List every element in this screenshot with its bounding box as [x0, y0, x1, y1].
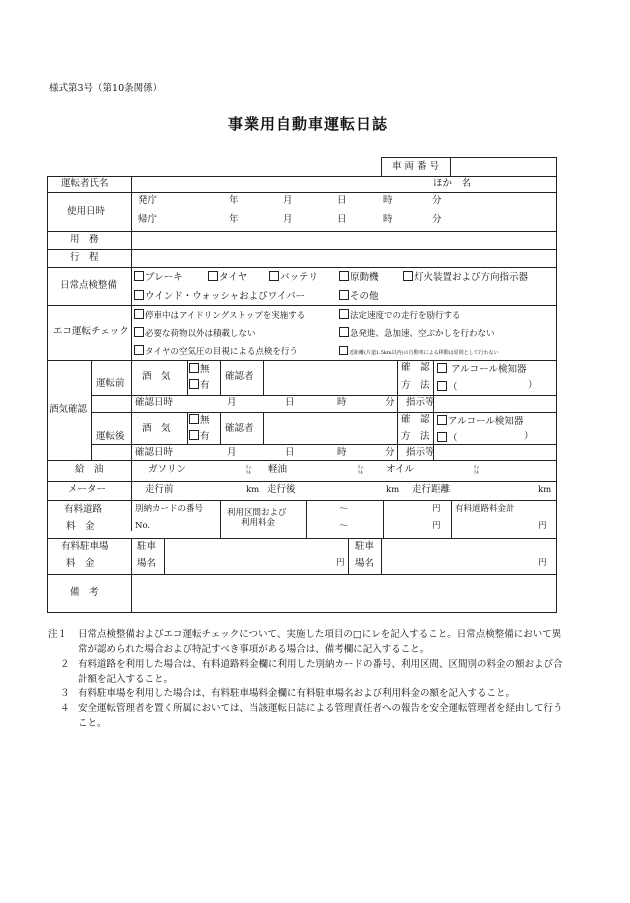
checkbox-icon	[339, 271, 349, 281]
toll-total-yen: 円	[538, 521, 547, 531]
departure-year[interactable]: 年	[229, 195, 239, 206]
after-alcohol-yes[interactable]: 有	[189, 430, 210, 442]
checkbox-icon	[208, 271, 218, 281]
after-confirm-month[interactable]: 月	[227, 447, 237, 458]
checkbox-icon	[339, 346, 348, 355]
toll-label-1: 有料道路	[64, 504, 103, 515]
others-count-label: ほか 名	[433, 178, 472, 189]
after-confirm-hour[interactable]: 時	[337, 447, 347, 458]
toll-card-no[interactable]: No.	[135, 521, 151, 531]
checkbox-icon	[189, 430, 199, 440]
parking-yen-2: 円	[538, 558, 547, 568]
inspection-wiper[interactable]: ウインド・ウォッシャおよびワイパー	[134, 290, 305, 302]
inspection-label: 日常点検整備	[60, 280, 118, 291]
parking-lot-label-2b: 場名	[355, 558, 375, 569]
before-alcohol-yes[interactable]: 有	[189, 379, 210, 391]
parking-lot-label-1a: 駐車	[137, 541, 157, 552]
before-driving-label: 運転前	[96, 378, 125, 389]
inspection-tire[interactable]: タイヤ	[208, 271, 247, 283]
fuel-oil-label: オイル	[386, 464, 415, 475]
after-confirm-day[interactable]: 日	[285, 447, 295, 458]
eco-idling-stop[interactable]: 停車中はアイドリングストップを実施する	[134, 309, 305, 321]
before-confirm-day[interactable]: 日	[285, 397, 295, 408]
fuel-diesel-label: 軽油	[268, 464, 288, 475]
driver-name-label: 運転者氏名	[61, 178, 109, 189]
toll-tilde-2: 〜	[339, 521, 349, 532]
before-paren-close: ）	[528, 380, 538, 391]
after-other-method-check[interactable]: （	[437, 432, 458, 444]
before-confirm-label: 確 認	[401, 362, 430, 373]
departure-label: 発庁	[138, 195, 158, 206]
itinerary-field[interactable]	[138, 251, 548, 265]
usage-datetime-label: 使用日時	[67, 206, 106, 217]
departure-minute[interactable]: 分	[432, 195, 442, 206]
after-alcohol-none[interactable]: 無	[189, 414, 210, 426]
before-confirm-datetime-label: 確認日時	[135, 397, 174, 408]
checkbox-icon	[339, 327, 349, 337]
before-instruction-label: 指示等	[406, 397, 435, 408]
inspection-brake[interactable]: ブレーキ	[134, 271, 183, 283]
after-driving-label: 運転後	[96, 431, 125, 442]
meter-before-unit: km	[246, 485, 260, 495]
before-confirm-minute[interactable]: 分	[385, 397, 395, 408]
before-confirmer-label: 確認者	[225, 371, 254, 382]
checkbox-icon	[437, 415, 447, 425]
toll-yen-2: 円	[432, 521, 441, 531]
meter-after-label: 走行後	[267, 484, 296, 495]
checkbox-icon	[339, 309, 349, 319]
business-field[interactable]	[138, 233, 548, 247]
checkbox-icon	[134, 290, 144, 300]
fuel-diesel-unit: ﾘｯﾄﾙ	[358, 465, 364, 476]
departure-month[interactable]: 月	[283, 195, 293, 206]
meter-label: メーター	[68, 484, 107, 495]
return-hour[interactable]: 時	[383, 214, 393, 225]
toll-label-2: 料 金	[66, 521, 95, 532]
after-method-label: 方 法	[401, 431, 430, 442]
after-confirmer-label: 確認者	[225, 423, 254, 434]
checkbox-icon	[189, 414, 199, 424]
toll-total-label: 有料道路料金計	[455, 504, 515, 514]
checkbox-icon	[134, 271, 144, 281]
return-minute[interactable]: 分	[432, 214, 442, 225]
meter-after-unit: km	[386, 485, 400, 495]
after-confirm-label: 確 認	[401, 414, 430, 425]
toll-tilde-1: 〜	[339, 504, 349, 515]
fuel-gasoline-label: ガソリン	[148, 464, 187, 475]
departure-day[interactable]: 日	[337, 195, 347, 206]
return-day[interactable]: 日	[337, 214, 347, 225]
checkbox-icon	[339, 290, 349, 300]
before-alcohol-none[interactable]: 無	[189, 363, 210, 375]
after-paren-close: ）	[524, 431, 534, 442]
page-title: 事業用自動車運転日誌	[228, 115, 389, 133]
before-confirm-month[interactable]: 月	[227, 397, 237, 408]
before-confirm-hour[interactable]: 時	[337, 397, 347, 408]
parking-label-2: 料 金	[66, 558, 95, 569]
itinerary-label: 行 程	[70, 252, 99, 263]
remarks-label: 備 考	[70, 587, 99, 598]
eco-tire-pressure[interactable]: タイヤの空気圧の目視による点検を行う	[134, 345, 298, 357]
return-month[interactable]: 月	[283, 214, 293, 225]
inspection-battery[interactable]: バッテリ	[269, 271, 318, 283]
meter-distance-unit: km	[538, 485, 552, 495]
return-label: 帰庁	[138, 214, 158, 225]
fuel-label: 給 油	[75, 464, 104, 475]
after-confirm-minute[interactable]: 分	[385, 447, 395, 458]
before-alcohol-label: 酒 気	[142, 371, 171, 382]
parking-yen-1: 円	[336, 558, 345, 568]
return-year[interactable]: 年	[229, 214, 239, 225]
before-other-method-check[interactable]: （	[437, 381, 458, 393]
meter-before-label: 走行前	[145, 484, 174, 495]
inspection-other[interactable]: その他	[339, 290, 379, 302]
toll-card-label: 別納カードの番号	[135, 504, 204, 514]
after-confirm-datetime-label: 確認日時	[135, 447, 174, 458]
checkbox-icon	[437, 432, 447, 442]
toll-section-label-2: 利用料金	[241, 518, 276, 528]
toll-yen-1: 円	[432, 504, 441, 514]
eco-no-extra-load[interactable]: 必要な荷物以外は積載しない	[134, 327, 256, 339]
eco-no-sudden-start[interactable]: 急発進、急加速、空ぶかしを行わない	[339, 327, 495, 339]
inspection-engine[interactable]: 原動機	[339, 271, 379, 283]
departure-hour[interactable]: 時	[383, 195, 393, 206]
checkbox-icon	[134, 327, 144, 337]
toll-section-label-1: 利用区間および	[227, 508, 287, 518]
checkbox-icon	[189, 379, 199, 389]
business-label: 用 務	[70, 234, 99, 245]
checkbox-icon	[437, 381, 447, 391]
parking-lot-label-2a: 駐車	[355, 541, 375, 552]
vehicle-number-field[interactable]	[458, 162, 550, 174]
parking-label-1: 有料駐車場	[61, 541, 109, 552]
inspection-lights[interactable]: 灯火装置および方向指示器	[403, 271, 528, 283]
after-detector-check[interactable]: アルコール検知器	[437, 415, 523, 427]
meter-distance-label: 走行距離	[412, 484, 451, 495]
eco-legal-speed[interactable]: 法定速度での走行を励行する	[339, 309, 461, 321]
before-method-label: 方 法	[401, 380, 430, 391]
checkbox-icon	[189, 363, 199, 373]
parking-lot-label-1b: 場名	[137, 558, 157, 569]
checkbox-icon	[269, 271, 279, 281]
checkbox-icon	[437, 363, 447, 373]
vehicle-number-label: 車 両 番 号	[392, 161, 440, 172]
eco-short-distance[interactable]: 近距離(片道1.5km以内)の自動車による移動は原則として行わない	[339, 346, 499, 356]
checkbox-icon	[403, 271, 413, 281]
form-number: 様式第3号（第10条関係）	[49, 83, 163, 94]
checkbox-icon	[134, 309, 144, 319]
checkbox-icon	[134, 345, 144, 355]
remarks-field[interactable]	[138, 578, 550, 608]
driver-name-field[interactable]	[138, 177, 408, 191]
eco-check-label: エコ運転チェック	[53, 326, 129, 337]
alcohol-check-label: 酒気確認	[49, 404, 88, 415]
after-instruction-label: 指示等	[406, 447, 435, 458]
before-detector-check[interactable]: アルコール検知器	[437, 363, 526, 375]
after-alcohol-label: 酒 気	[142, 423, 171, 434]
fuel-gasoline-unit: ﾘｯﾄﾙ	[246, 465, 252, 476]
fuel-oil-unit: ﾘｯﾄﾙ	[474, 465, 480, 476]
